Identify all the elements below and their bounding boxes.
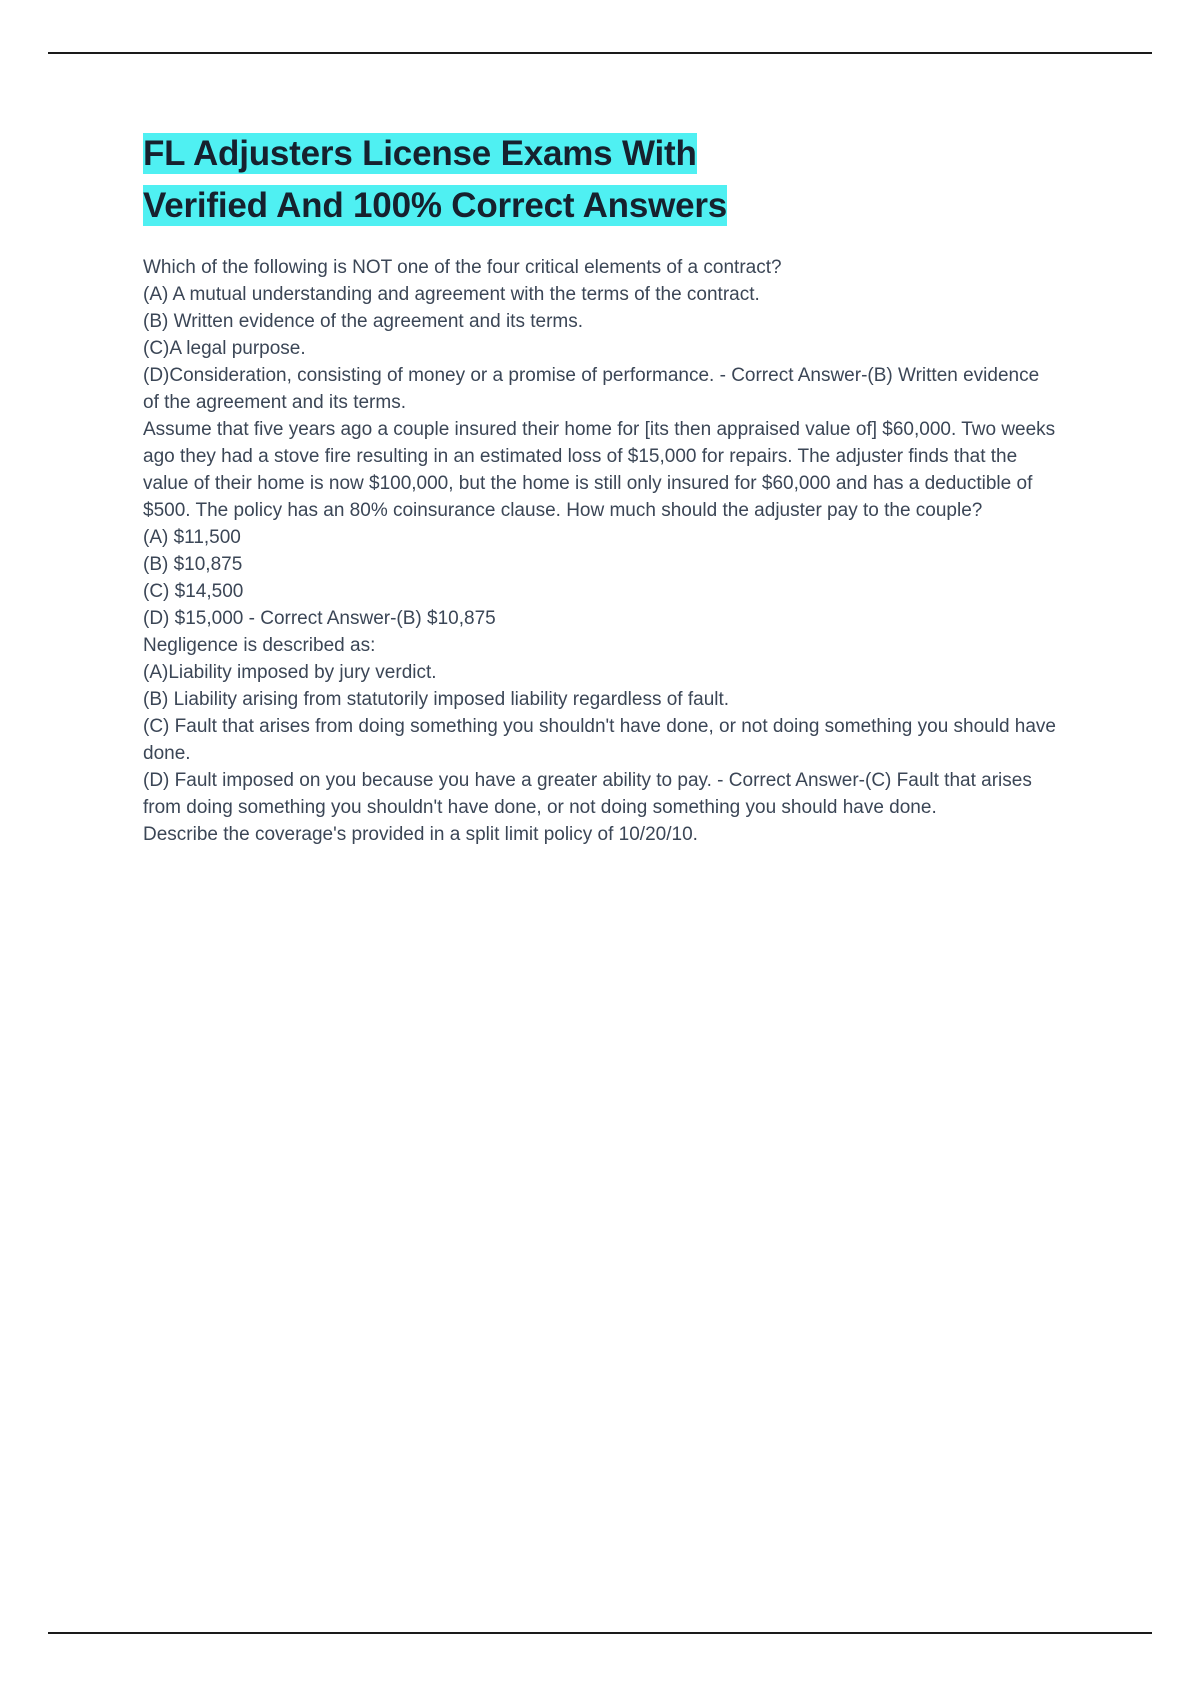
page-top-divider	[48, 52, 1152, 54]
question-1-option-c: (C)A legal purpose.	[143, 338, 306, 359]
page-bottom-divider	[48, 1632, 1152, 1634]
question-1-option-d-with-answer: (D)Consideration, consisting of money or a promise of performance. - Correct Answer-(B) Written evidence of the agreement and its terms.	[143, 365, 1040, 413]
document-content	[143, 128, 1058, 848]
question-4-prompt: Describe the coverage's provided in a split limit policy of 10/20/10.	[143, 824, 698, 845]
question-2-option-b: (B) $10,875	[143, 554, 243, 575]
question-1-option-a: (A) A mutual understanding and agreement with the terms of the contract.	[143, 284, 760, 305]
question-3-option-b: (B) Liability arising from statutorily imposed liability regardless of fault.	[143, 689, 730, 710]
question-3-prompt: Negligence is described as:	[143, 635, 376, 656]
question-3-option-a: (A)Liability imposed by jury verdict.	[143, 662, 437, 683]
question-3-option-d-with-answer: (D) Fault imposed on you because you have a greater ability to pay. - Correct Answer-(C) Fault that arises from doing something you shouldn't have done, or not doing something you should have done.	[143, 770, 1032, 818]
question-2-option-c: (C) $14,500	[143, 581, 244, 602]
question-2-option-d-with-answer: (D) $15,000 - Correct Answer-(B) $10,875	[143, 608, 496, 629]
question-1-option-b: (B) Written evidence of the agreement and its terms.	[143, 311, 584, 332]
document-title	[143, 128, 1058, 232]
question-1-prompt: Which of the following is NOT one of the four critical elements of a contract?	[143, 257, 782, 278]
question-3-option-c: (C) Fault that arises from doing something you shouldn't have done, or not doing something you should have done.	[143, 716, 1057, 764]
page-title	[143, 128, 1058, 232]
title-line-1: FL Adjusters License Exams With	[143, 134, 697, 173]
question-2-option-a: (A) $11,500	[143, 527, 241, 548]
question-2-prompt: Assume that five years ago a couple insured their home for [its then appraised value of] $60,000. Two weeks ago they had a stove fire resulting in an estimated loss of $15,000 for repairs. The adjuster finds that the value of their home is now $100,000, but the home is still only insured for $60,000 and has a deductible of $500. The policy has an 80% coinsurance clause. How much should the adjuster pay to the couple?	[143, 419, 1056, 521]
title-line-2: Verified And 100% Correct Answers	[143, 186, 728, 225]
